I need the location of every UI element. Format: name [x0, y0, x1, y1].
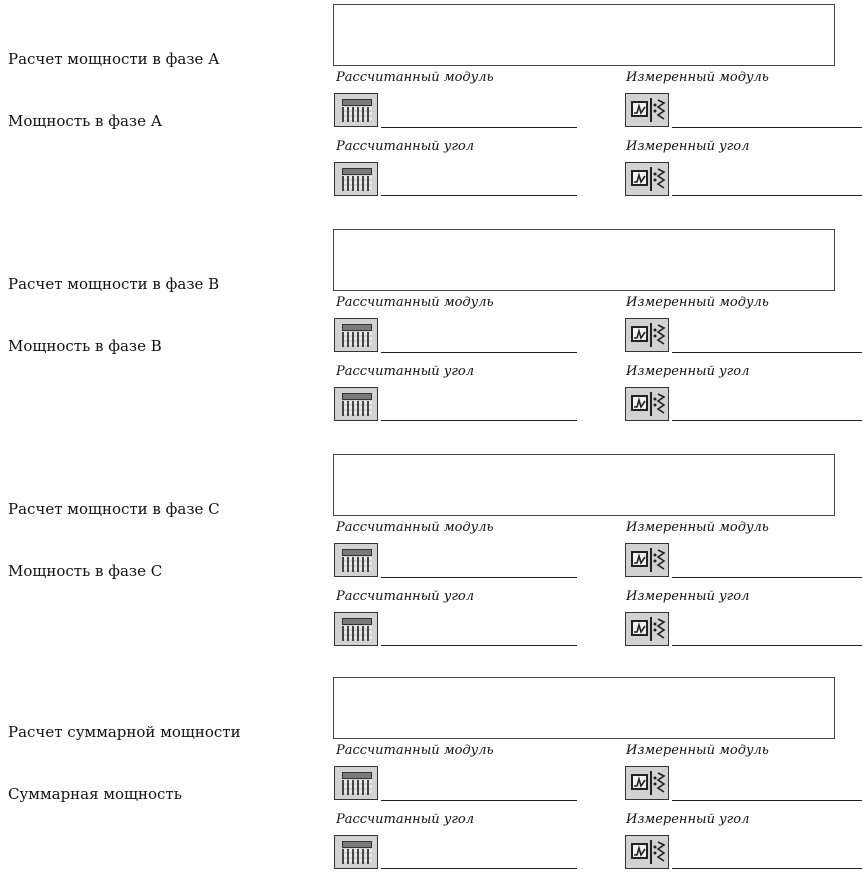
- calc-angle-caption: Рассчитанный угол: [336, 812, 475, 827]
- calculator-icon[interactable]: [334, 612, 378, 646]
- meas-module-caption: Измеренный модуль: [626, 520, 769, 535]
- section-title: Расчет мощности в фазе А: [8, 50, 220, 68]
- meas-module-field[interactable]: [672, 127, 862, 128]
- calc-module-caption: Рассчитанный модуль: [336, 520, 494, 535]
- calc-angle-field[interactable]: [381, 868, 577, 869]
- meas-angle-caption: Измеренный угол: [626, 364, 750, 379]
- meter-icon[interactable]: [625, 318, 669, 352]
- calculator-icon[interactable]: [334, 93, 378, 127]
- section-title: Расчет суммарной мощности: [8, 723, 241, 741]
- calculator-icon[interactable]: [334, 835, 378, 869]
- meas-angle-caption: Измеренный угол: [626, 139, 750, 154]
- calc-module-caption: Рассчитанный модуль: [336, 743, 494, 758]
- section-total: [0, 673, 868, 883]
- meas-module-caption: Измеренный модуль: [626, 70, 769, 85]
- section-subtitle: Мощность в фазе В: [8, 337, 162, 355]
- notes-box[interactable]: [333, 677, 835, 739]
- calc-module-field[interactable]: [381, 577, 577, 578]
- meas-angle-caption: Измеренный угол: [626, 812, 750, 827]
- calc-angle-field[interactable]: [381, 195, 577, 196]
- section-phase-a: [0, 0, 868, 210]
- meas-module-caption: Измеренный модуль: [626, 295, 769, 310]
- calculator-icon[interactable]: [334, 543, 378, 577]
- meas-module-field[interactable]: [672, 800, 862, 801]
- section-subtitle: Суммарная мощность: [8, 785, 182, 803]
- calc-module-caption: Рассчитанный модуль: [336, 70, 494, 85]
- meas-angle-field[interactable]: [672, 868, 862, 869]
- calculator-icon[interactable]: [334, 387, 378, 421]
- calculator-icon[interactable]: [334, 162, 378, 196]
- meter-icon[interactable]: [625, 93, 669, 127]
- section-title: Расчет мощности в фазе С: [8, 500, 220, 518]
- calculator-icon[interactable]: [334, 766, 378, 800]
- section-title: Расчет мощности в фазе В: [8, 275, 220, 293]
- meter-icon[interactable]: [625, 162, 669, 196]
- calc-module-field[interactable]: [381, 352, 577, 353]
- calc-module-field[interactable]: [381, 800, 577, 801]
- notes-box[interactable]: [333, 229, 835, 291]
- calc-module-caption: Рассчитанный модуль: [336, 295, 494, 310]
- calc-module-field[interactable]: [381, 127, 577, 128]
- calc-angle-field[interactable]: [381, 420, 577, 421]
- calc-angle-caption: Рассчитанный угол: [336, 139, 475, 154]
- calc-angle-field[interactable]: [381, 645, 577, 646]
- meas-angle-field[interactable]: [672, 645, 862, 646]
- meter-icon[interactable]: [625, 612, 669, 646]
- meter-icon[interactable]: [625, 766, 669, 800]
- meas-module-field[interactable]: [672, 352, 862, 353]
- calculator-icon[interactable]: [334, 318, 378, 352]
- section-subtitle: Мощность в фазе А: [8, 112, 163, 130]
- meas-module-caption: Измеренный модуль: [626, 743, 769, 758]
- section-phase-b: [0, 225, 868, 435]
- meas-angle-caption: Измеренный угол: [626, 589, 750, 604]
- meter-icon[interactable]: [625, 835, 669, 869]
- meas-angle-field[interactable]: [672, 420, 862, 421]
- calc-angle-caption: Рассчитанный угол: [336, 589, 475, 604]
- meter-icon[interactable]: [625, 387, 669, 421]
- section-subtitle: Мощность в фазе С: [8, 562, 163, 580]
- meter-icon[interactable]: [625, 543, 669, 577]
- notes-box[interactable]: [333, 4, 835, 66]
- meas-module-field[interactable]: [672, 577, 862, 578]
- notes-box[interactable]: [333, 454, 835, 516]
- meas-angle-field[interactable]: [672, 195, 862, 196]
- calc-angle-caption: Рассчитанный угол: [336, 364, 475, 379]
- section-phase-c: [0, 450, 868, 660]
